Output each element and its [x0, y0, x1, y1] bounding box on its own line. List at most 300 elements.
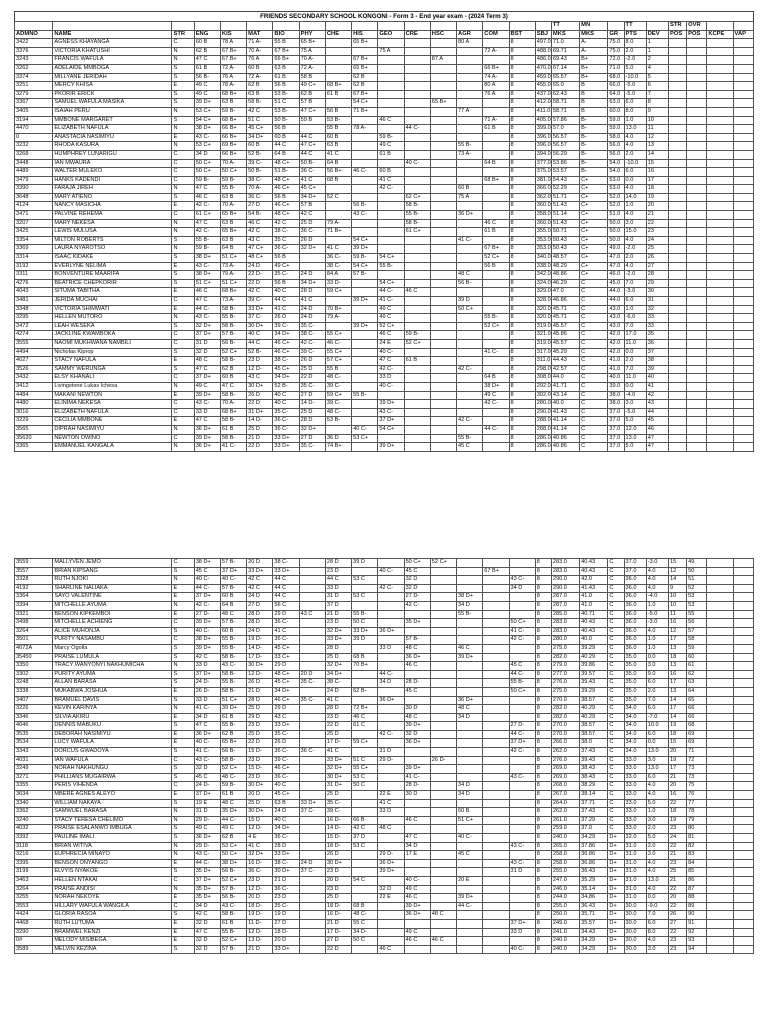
- table-cell: 0.0: [646, 653, 668, 662]
- table-cell: [430, 133, 456, 142]
- table-cell: 3432: [15, 374, 53, 383]
- table-cell: CECILIA MMBONE: [53, 417, 172, 426]
- table-cell: 8: [535, 722, 551, 731]
- table-cell: 12 D-: [247, 365, 273, 374]
- table-cell: 51 C: [352, 756, 378, 765]
- table-cell: 17.0: [624, 331, 646, 340]
- table-cell: 3390: [15, 185, 53, 194]
- table-cell: 9: [668, 584, 686, 593]
- table-cell: [668, 56, 686, 65]
- table-cell: C+: [580, 271, 608, 280]
- table-cell: [352, 176, 378, 185]
- table-cell: 38 C-: [325, 262, 351, 271]
- table-cell: PRAISE ESALANWO IMBUGA: [53, 825, 172, 834]
- table-cell: 36 D+: [404, 739, 430, 748]
- table-cell: D+: [608, 919, 624, 928]
- table-cell: [733, 773, 753, 782]
- table-cell: 89: [687, 902, 707, 911]
- table-cell: 8: [509, 228, 535, 237]
- table-cell: 27 D: [273, 919, 299, 928]
- table-cell: 4484: [15, 391, 53, 400]
- table-cell: 34 D: [457, 713, 483, 722]
- table-cell: 40 C-: [352, 425, 378, 434]
- table-cell: D+: [608, 937, 624, 946]
- table-cell: [430, 730, 456, 739]
- table-cell: 50.0: [608, 228, 624, 237]
- table-cell: C: [580, 391, 608, 400]
- table-cell: 37.0: [608, 425, 624, 434]
- table-cell: [668, 193, 686, 202]
- table-cell: 8: [535, 868, 551, 877]
- table-cell: S: [172, 911, 194, 920]
- table-cell: 55 B-: [220, 644, 246, 653]
- table-cell: 62 B: [220, 834, 246, 843]
- table-row: [15, 279, 754, 288]
- table-cell: -5.0: [624, 82, 646, 91]
- table-cell: 42 C-: [509, 748, 535, 757]
- table-cell: 8: [535, 670, 551, 679]
- table-cell: 49.0: [608, 245, 624, 254]
- table-cell: 240.0: [551, 937, 579, 946]
- table-cell: [668, 142, 686, 151]
- table-cell: 40.43: [580, 559, 608, 568]
- table-cell: 3526: [15, 365, 53, 374]
- table-cell: E: [172, 713, 194, 722]
- table-cell: [325, 56, 351, 65]
- table-cell: [430, 400, 456, 409]
- table-cell: 3343: [15, 748, 53, 757]
- table-cell: [483, 911, 509, 920]
- table-cell: 324.0: [535, 279, 551, 288]
- table-cell: 29 D-: [378, 756, 404, 765]
- table-cell: [378, 245, 404, 254]
- table-cell: [378, 576, 404, 585]
- table-row: [15, 193, 754, 202]
- table-cell: 36.43: [580, 868, 608, 877]
- table-cell: [668, 150, 686, 159]
- table-cell: 23 D: [247, 756, 273, 765]
- table-cell: [430, 374, 456, 383]
- table-cell: 40 C-: [404, 876, 430, 885]
- table-cell: [483, 107, 509, 116]
- table-cell: [733, 842, 753, 851]
- table-cell: [509, 825, 535, 834]
- table-cell: 73: [687, 773, 707, 782]
- table-cell: 14: [668, 713, 686, 722]
- table-cell: [457, 662, 483, 671]
- table-cell: [299, 739, 325, 748]
- table-cell: B: [580, 90, 608, 99]
- table-cell: 262.0: [551, 748, 579, 757]
- table-cell: C: [580, 357, 608, 366]
- table-cell: 47 C+: [299, 142, 325, 151]
- table-cell: 3463: [15, 876, 53, 885]
- table-cell: 38.0: [608, 400, 624, 409]
- table-cell: 0.0: [646, 739, 668, 748]
- table-cell: [378, 559, 404, 568]
- table-cell: 3394: [15, 601, 53, 610]
- table-cell: 10: [668, 593, 686, 602]
- table-cell: 69: [687, 739, 707, 748]
- table-cell: [325, 211, 351, 220]
- table-cell: 255.0: [551, 868, 579, 877]
- column-header: MKS: [580, 30, 608, 39]
- table-cell: [483, 825, 509, 834]
- table-cell: 34.0: [624, 713, 646, 722]
- table-cell: PRAISE ANDISI: [53, 885, 172, 894]
- table-cell: 19 D-: [247, 911, 273, 920]
- table-cell: [457, 262, 483, 271]
- table-cell: [457, 219, 483, 228]
- table-cell: 56 B: [325, 107, 351, 116]
- table-cell: 22 D: [247, 400, 273, 409]
- table-cell: D+: [608, 911, 624, 920]
- table-cell: [378, 211, 404, 220]
- table-cell: S: [172, 868, 194, 877]
- table-cell: [707, 842, 733, 851]
- table-cell: 28 D: [273, 842, 299, 851]
- table-cell: 38 D+: [194, 559, 220, 568]
- table-cell: E: [172, 928, 194, 937]
- table-cell: [299, 816, 325, 825]
- table-cell: [299, 644, 325, 653]
- table-cell: [430, 168, 456, 177]
- table-cell: 32 D: [194, 937, 220, 946]
- table-cell: [668, 408, 686, 417]
- table-cell: 2.0: [646, 842, 668, 851]
- table-cell: [299, 945, 325, 954]
- table-cell: 68 B+: [483, 176, 509, 185]
- table-cell: 329.0: [535, 288, 551, 297]
- table-cell: 49 C: [378, 314, 404, 323]
- table-cell: 26 D: [273, 739, 299, 748]
- table-cell: [378, 687, 404, 696]
- table-cell: [707, 99, 733, 108]
- table-cell: 4276: [15, 279, 53, 288]
- table-cell: [299, 825, 325, 834]
- table-cell: 319.0: [535, 322, 551, 331]
- table-cell: 34 D+: [273, 374, 299, 383]
- table-cell: [430, 765, 456, 774]
- table-cell: 33 D+: [273, 722, 299, 731]
- table-cell: 48 C-: [220, 773, 246, 782]
- table-cell: 8: [535, 636, 551, 645]
- table-cell: 1.0: [646, 636, 668, 645]
- table-cell: 58 B-: [404, 202, 430, 211]
- table-cell: 56 B: [273, 279, 299, 288]
- table-cell: 52 C+: [378, 322, 404, 331]
- table-cell: [733, 271, 753, 280]
- table-cell: BONVENTURE MAARIFA: [53, 271, 172, 280]
- table-cell: N: [172, 705, 194, 714]
- table-cell: 44 C-: [220, 816, 246, 825]
- table-cell: 55 B-: [378, 262, 404, 271]
- table-cell: [509, 937, 535, 946]
- table-cell: PURITY NASAMBU: [53, 636, 172, 645]
- table-cell: BRAMUEL DAVIS: [53, 696, 172, 705]
- table-cell: [430, 159, 456, 168]
- table-cell: C: [608, 644, 624, 653]
- table-cell: [430, 202, 456, 211]
- table-cell: 71 B+: [325, 228, 351, 237]
- table-cell: 36.0: [624, 593, 646, 602]
- table-cell: 33 D+: [352, 627, 378, 636]
- table-cell: 3.0: [646, 816, 668, 825]
- table-cell: C: [580, 331, 608, 340]
- table-cell: 53.0: [608, 185, 624, 194]
- table-cell: E: [172, 739, 194, 748]
- table-cell: [733, 705, 753, 714]
- table-cell: ISAAC KIDAKE: [53, 254, 172, 263]
- table-cell: 93: [687, 937, 707, 946]
- table-cell: 56 B-: [220, 748, 246, 757]
- table-cell: [707, 816, 733, 825]
- table-cell: 60 B: [273, 133, 299, 142]
- table-row: [15, 202, 754, 211]
- table-cell: N: [172, 851, 194, 860]
- table-cell: 43.0: [608, 314, 624, 323]
- table-cell: 269.0: [551, 773, 579, 782]
- table-cell: 52 C+: [220, 348, 246, 357]
- group-tt2: TT: [624, 22, 646, 31]
- table-cell: 54.0: [608, 168, 624, 177]
- table-cell: PURITY AYUMA: [53, 670, 172, 679]
- table-cell: 8: [509, 133, 535, 142]
- table-cell: 37 D+: [378, 417, 404, 426]
- table-cell: 4274: [15, 331, 53, 340]
- table-cell: 36 D+: [404, 911, 430, 920]
- table-cell: 53.86: [551, 159, 579, 168]
- table-cell: [325, 73, 351, 82]
- table-cell: [483, 808, 509, 817]
- table-cell: 8: [509, 348, 535, 357]
- table-cell: [733, 254, 753, 263]
- table-cell: 45.0: [608, 279, 624, 288]
- table-cell: 20: [668, 748, 686, 757]
- table-cell: 46 C: [430, 937, 456, 946]
- table-cell: 13.0: [646, 876, 668, 885]
- table-cell: [707, 808, 733, 817]
- table-cell: [378, 619, 404, 628]
- table-cell: [457, 945, 483, 954]
- table-cell: 57 B-: [220, 559, 246, 568]
- table-cell: 10: [668, 601, 686, 610]
- table-cell: 44 C: [325, 576, 351, 585]
- table-row: [15, 219, 754, 228]
- table-cell: 40 C-: [194, 739, 220, 748]
- table-cell: PAULINE IMALI: [53, 834, 172, 843]
- table-cell: 23: [668, 825, 686, 834]
- table-cell: [430, 236, 456, 245]
- table-cell: 32 D+: [325, 662, 351, 671]
- table-cell: 53 C+: [220, 842, 246, 851]
- table-cell: 40.43: [580, 627, 608, 636]
- table-cell: [483, 236, 509, 245]
- table-cell: [457, 911, 483, 920]
- table-cell: 66: [687, 713, 707, 722]
- table-cell: 11: [668, 610, 686, 619]
- table-cell: 62 B: [220, 365, 246, 374]
- table-cell: 39 D+: [404, 722, 430, 731]
- table-cell: 34.0: [624, 739, 646, 748]
- table-cell: [687, 116, 707, 125]
- table-row: [15, 322, 754, 331]
- table-cell: 31 D: [194, 808, 220, 817]
- table-cell: 48 C: [457, 271, 483, 280]
- table-cell: 36 C-: [299, 168, 325, 177]
- table-cell: 44.0: [551, 374, 579, 383]
- table-cell: 8: [535, 662, 551, 671]
- table-cell: 4494: [15, 348, 53, 357]
- table-cell: 45 C+: [299, 185, 325, 194]
- table-row: [15, 808, 754, 817]
- table-cell: 61: [687, 662, 707, 671]
- table-cell: 33 D: [194, 662, 220, 671]
- table-cell: 63 B: [247, 90, 273, 99]
- table-cell: [733, 928, 753, 937]
- table-cell: [352, 279, 378, 288]
- table-row: [15, 271, 754, 280]
- table-cell: [430, 417, 456, 426]
- table-cell: FRANCIS WAFULA: [53, 56, 172, 65]
- table-cell: 39 C-: [273, 322, 299, 331]
- table-row: [15, 443, 754, 452]
- table-cell: 30.0: [624, 902, 646, 911]
- table-cell: 37 D+: [509, 919, 535, 928]
- table-cell: 38 D+: [194, 636, 220, 645]
- table-cell: 17 D-: [325, 739, 351, 748]
- table-cell: 8: [535, 756, 551, 765]
- table-cell: 8: [535, 730, 551, 739]
- table-cell: [733, 885, 753, 894]
- table-cell: [733, 305, 753, 314]
- table-cell: [430, 722, 456, 731]
- table-cell: [687, 150, 707, 159]
- table-cell: 40.86: [551, 443, 579, 452]
- table-cell: 33 D: [378, 374, 404, 383]
- table-cell: 54.43: [551, 176, 579, 185]
- table-cell: 59.0: [608, 125, 624, 134]
- table-cell: 37 D+: [194, 876, 220, 885]
- table-cell: [352, 799, 378, 808]
- table-cell: 25 D: [325, 730, 351, 739]
- table-cell: [687, 47, 707, 56]
- table-cell: 36 D+: [194, 730, 220, 739]
- table-cell: 59 B-: [220, 782, 246, 791]
- table-cell: 41.43: [580, 584, 608, 593]
- table-cell: 46 C: [378, 945, 404, 954]
- table-cell: 30.0: [624, 911, 646, 920]
- table-cell: 37.71: [580, 799, 608, 808]
- table-cell: 35 D+: [194, 868, 220, 877]
- table-cell: [457, 348, 483, 357]
- table-cell: [687, 374, 707, 383]
- table-row: [15, 919, 754, 928]
- table-cell: 52 C+: [430, 559, 456, 568]
- table-cell: 39.57: [580, 670, 608, 679]
- table-row: [15, 799, 754, 808]
- table-cell: C+: [580, 254, 608, 263]
- table-cell: 53 C: [352, 593, 378, 602]
- table-cell: [430, 696, 456, 705]
- table-cell: 42 C: [247, 228, 273, 237]
- table-cell: LAURA NYAROTSO: [53, 245, 172, 254]
- table-cell: [430, 627, 456, 636]
- table-cell: 8: [509, 116, 535, 125]
- table-cell: [457, 799, 483, 808]
- table-cell: [457, 82, 483, 91]
- table-cell: 30.0: [624, 945, 646, 954]
- table-cell: C: [608, 730, 624, 739]
- table-cell: 61 B: [220, 713, 246, 722]
- table-cell: 53 C: [352, 842, 378, 851]
- table-cell: 51 B-: [273, 168, 299, 177]
- table-cell: 36 D+: [194, 834, 220, 843]
- table-cell: E: [172, 584, 194, 593]
- table-cell: 40.71: [580, 610, 608, 619]
- table-cell: C: [608, 722, 624, 731]
- table-cell: [404, 408, 430, 417]
- table-cell: 78 A-: [220, 82, 246, 91]
- table-cell: 23 D: [247, 357, 273, 366]
- table-cell: 321.0: [535, 331, 551, 340]
- table-cell: 8: [535, 653, 551, 662]
- table-cell: 68 B: [352, 653, 378, 662]
- table-cell: 39 C-: [325, 808, 351, 817]
- table-cell: 8: [509, 331, 535, 340]
- table-cell: 34 D: [404, 842, 430, 851]
- table-cell: 50.0: [608, 219, 624, 228]
- table-row: [15, 348, 754, 357]
- table-cell: [325, 185, 351, 194]
- table-cell: [707, 271, 733, 280]
- table-cell: N: [172, 576, 194, 585]
- table-cell: 30 D+: [273, 868, 299, 877]
- table-cell: N: [172, 228, 194, 237]
- table-cell: 44 C: [273, 576, 299, 585]
- table-cell: [733, 722, 753, 731]
- table-row: [15, 816, 754, 825]
- table-cell: [707, 73, 733, 82]
- table-cell: 13.0: [624, 434, 646, 443]
- table-cell: [299, 262, 325, 271]
- table-cell: 47 C: [194, 219, 220, 228]
- table-cell: 3498: [15, 619, 53, 628]
- table-cell: 45 C+: [247, 125, 273, 134]
- table-cell: 50 B-: [247, 168, 273, 177]
- table-cell: [509, 876, 535, 885]
- table-cell: 0.0: [646, 894, 668, 903]
- table-cell: 8: [535, 576, 551, 585]
- table-cell: 80 A: [483, 82, 509, 91]
- table-cell: RUTH NJOKI: [53, 576, 172, 585]
- table-cell: 48.57: [551, 254, 579, 263]
- table-cell: HELLEN MUTORO: [53, 314, 172, 323]
- table-cell: DORCUS GWADOYA: [53, 748, 172, 757]
- table-cell: [404, 90, 430, 99]
- table-cell: S: [172, 365, 194, 374]
- table-cell: 47 C: [194, 297, 220, 306]
- table-cell: [457, 825, 483, 834]
- table-cell: 53.57: [551, 168, 579, 177]
- table-cell: 56: [687, 619, 707, 628]
- table-cell: 39 D+: [194, 99, 220, 108]
- table-cell: 287.0: [551, 601, 579, 610]
- table-cell: [707, 322, 733, 331]
- table-cell: 8: [535, 679, 551, 688]
- table-cell: [733, 825, 753, 834]
- table-cell: [509, 593, 535, 602]
